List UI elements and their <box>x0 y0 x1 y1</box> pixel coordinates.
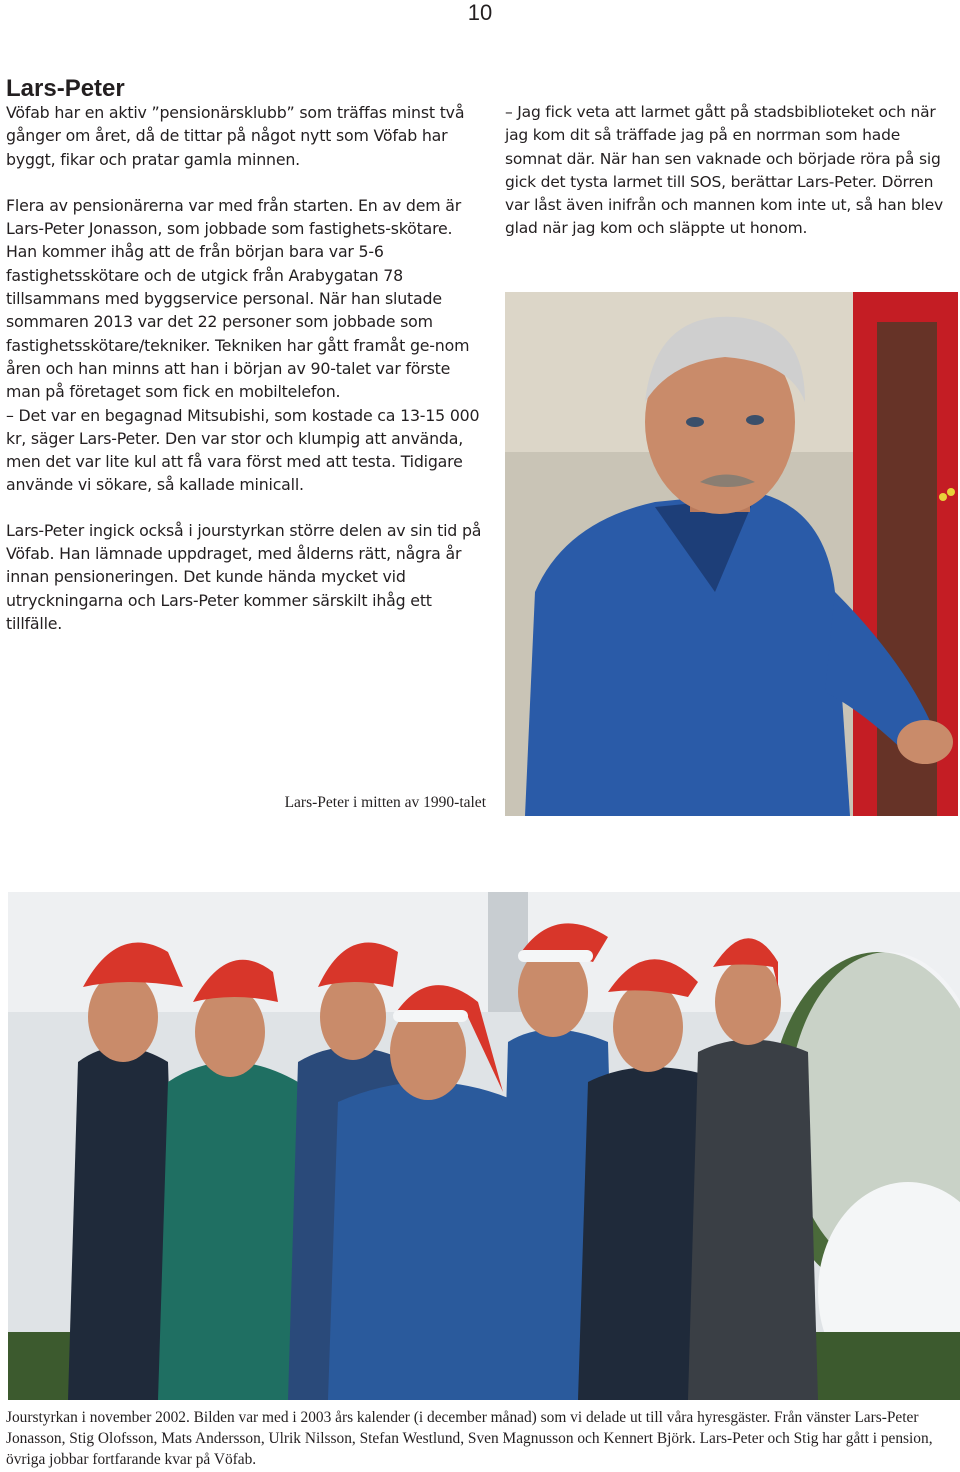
portrait-illustration <box>505 292 958 816</box>
page-number: 10 <box>467 0 493 25</box>
paragraph-quote: – Det var en begagnad Mitsubishi, som kostade ca 13-15 000 kr, säger Lars-Peter. Den var stor och klumpig att använda, men det var lite kul att få vara först med att testa. Tidigare använde vi sökare, så kallade minicall. <box>6 405 480 495</box>
group-caption: Jourstyrkan i november 2002. Bilden var med i 2003 års kalender (i december månad) som vi delade ut till våra hyresgäster. Från vänster Lars-Peter Jonasson, Stig Olofsson, Mats Andersson, Ulrik Nilsson, Stefan Westlund, Sven Magnusson och Kennert Björk. Lars-Peter och Stig har gått i pension, övriga jobbar fortfarande kvar på Vöfab. <box>6 1409 933 1468</box>
paragraph-library-story: – Jag fick veta att larmet gått på stadsbiblioteket och när jag kom dit så träffade jag på en norrman som hade somnat där. När han sen vaknade och började röra på sig gick det tysta larmet till SOS, berättar Lars-Peter. Dörren var låst även inifrån och mannen kom inte ut, så han blev glad när jag kom och släppte ut honom. <box>505 103 944 238</box>
paragraph-intro: Vöfab har en aktiv ”pensionärsklubb” som träffas minst två gånger om året, då de tittar på något nytt som Vöfab har byggt, fikar och pratar gamla minnen. <box>6 103 465 169</box>
portrait-photo <box>505 292 958 816</box>
paragraph-jour: Lars-Peter ingick också i jourstyrkan större delen av sin tid på Vöfab. Han lämnade uppdraget, med ålderns rätt, några år innan pensioneringen. Det kunde hända mycket vid utryckningarna och Lars-Peter kommer särskilt ihåg ett tillfälle. <box>6 520 482 633</box>
group-illustration <box>8 892 960 1400</box>
portrait-caption: Lars-Peter i mitten av 1990-talet <box>220 793 488 813</box>
paragraph-history: Flera av pensionärerna var med från starten. En av dem är Lars-Peter Jonasson, som jobbade som fastighets-skötare. Han kommer ihåg att de från början bara var 5-6 fastighetsskötare och de utgick från Arabygatan 78 tillsammans med byggservice personal. När han slutade sommaren 2013 var det 22 personer som jobbade som fastighetsskötare/tekniker. Tekniken har gått framåt ge-nom åren och han minns att han i början av 90-talet var förste man på företaget som fick en mobiltelefon. <box>6 195 470 402</box>
left-column <box>6 101 486 635</box>
right-column <box>505 101 960 241</box>
group-photo <box>8 892 960 1400</box>
article-title: Lars-Peter <box>6 75 125 102</box>
